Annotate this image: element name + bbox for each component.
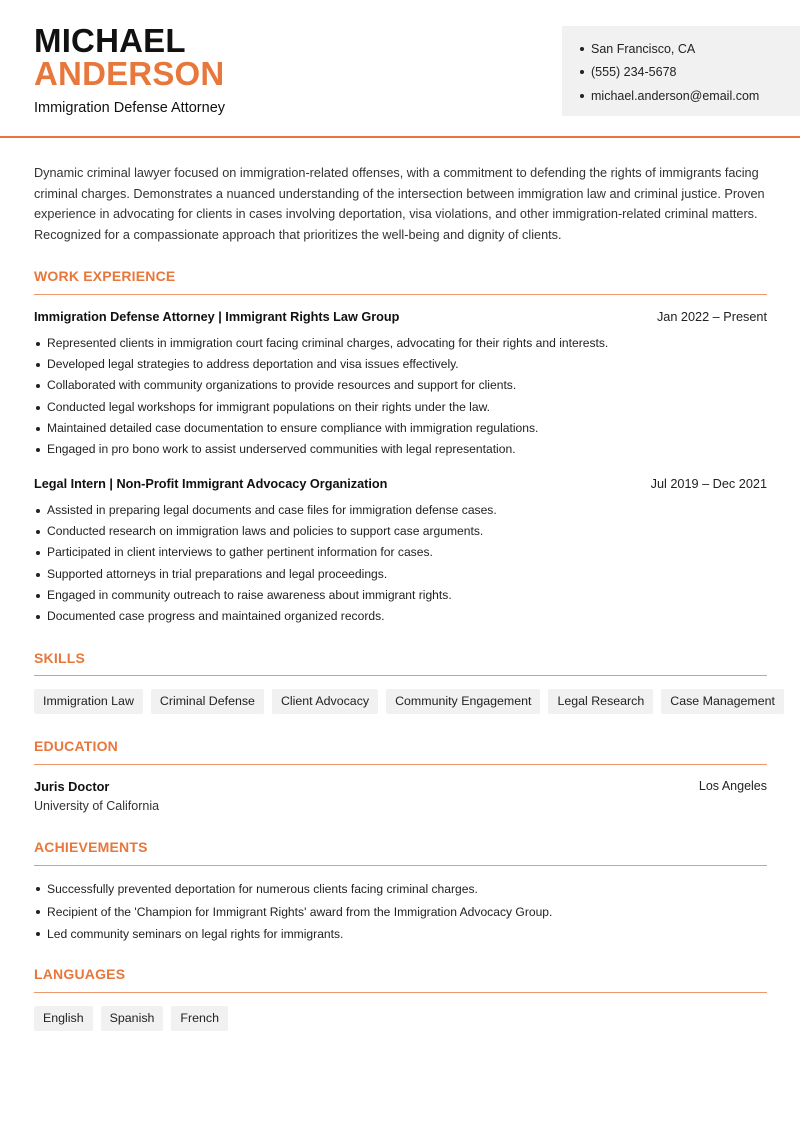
section-divider xyxy=(34,865,767,866)
list-item: Engaged in community outreach to raise awareness about immigrant rights. xyxy=(34,585,767,606)
skill-tag: Client Advocacy xyxy=(272,689,378,714)
skill-tag: Case Management xyxy=(661,689,784,714)
list-item: Represented clients in immigration court facing criminal charges, advocating for their rights and interests. xyxy=(34,333,767,354)
degree: Juris Doctor xyxy=(34,779,110,794)
skills-heading: SKILLS xyxy=(34,650,85,666)
list-item: Collaborated with community organizations to provide resources and support for clients. xyxy=(34,375,767,396)
first-name: MICHAEL xyxy=(34,22,186,59)
job-dates: Jul 2019 – Dec 2021 xyxy=(650,477,767,491)
job-title: Immigration Defense Attorney xyxy=(34,100,226,116)
list-item: Developed legal strategies to address deportation and visa issues effectively. xyxy=(34,354,767,375)
contact-box xyxy=(562,26,800,116)
job-bullets xyxy=(34,333,767,460)
achievements-heading: ACHIEVEMENTS xyxy=(34,839,148,855)
list-item: Participated in client interviews to gather pertinent information for cases. xyxy=(34,542,767,563)
list-item: Documented case progress and maintained organized records. xyxy=(34,606,767,627)
list-item: Assisted in preparing legal documents and case files for immigration defense cases. xyxy=(34,500,767,521)
language-tag: French xyxy=(171,1006,228,1031)
skill-tag: Community Engagement xyxy=(386,689,540,714)
list-item: Successfully prevented deportation for numerous clients facing criminal charges. xyxy=(34,878,767,901)
location-text: San Francisco, CA xyxy=(591,41,696,56)
list-item: Maintained detailed case documentation to ensure compliance with immigration regulations. xyxy=(34,418,767,439)
achievements-list xyxy=(34,878,767,946)
bullet-icon xyxy=(580,94,584,98)
phone-text: (555) 234-5678 xyxy=(591,65,677,80)
job-role: Immigration Defense Attorney | Immigrant Rights Law Group xyxy=(34,310,400,324)
language-tag: Spanish xyxy=(101,1006,164,1031)
last-name: ANDERSON xyxy=(34,55,225,92)
list-item: Conducted legal workshops for immigrant populations on their rights under the law. xyxy=(34,397,767,418)
skill-tag: Criminal Defense xyxy=(151,689,264,714)
contact-location xyxy=(580,37,800,61)
job-dates: Jan 2022 – Present xyxy=(656,310,767,324)
contact-email xyxy=(580,84,800,108)
skill-tag: Legal Research xyxy=(548,689,653,714)
job-bullets xyxy=(34,500,767,627)
school-name: University of California xyxy=(34,799,160,813)
section-divider xyxy=(34,764,767,765)
resume-header xyxy=(0,0,800,138)
list-item: Engaged in pro bono work to assist underserved communities with legal representation. xyxy=(34,439,767,460)
summary-paragraph: Dynamic criminal lawyer focused on immigration-related offenses, with a commitment to defending the rights of immigrants facing criminal charges. Demonstrates a nuanced understanding of the intersection between immigration law and criminal justice. Proven experience in advocating for clients in cases involving deportation, visa violations, and other immigration-related criminal matters. Recognized for a compassionate approach that prioritizes the well-being and dignity of clients. xyxy=(34,166,765,242)
bullet-icon xyxy=(580,70,584,74)
language-tag: English xyxy=(34,1006,93,1031)
job-role: Legal Intern | Non-Profit Immigrant Advocacy Organization xyxy=(34,477,388,491)
list-item: Conducted research on immigration laws and policies to support case arguments. xyxy=(34,521,767,542)
languages-heading: LANGUAGES xyxy=(34,966,126,982)
language-tags xyxy=(34,1006,228,1031)
bullet-icon xyxy=(580,47,584,51)
skills-tags xyxy=(34,689,784,714)
work-experience-heading: WORK EXPERIENCE xyxy=(34,268,176,284)
education-heading: EDUCATION xyxy=(34,738,118,754)
job-header xyxy=(34,477,767,491)
section-divider xyxy=(34,992,767,993)
contact-phone xyxy=(580,61,800,85)
list-item: Recipient of the 'Champion for Immigrant Rights' award from the Immigration Advocacy Group. xyxy=(34,901,767,924)
skill-tag: Immigration Law xyxy=(34,689,143,714)
section-divider xyxy=(34,675,767,676)
education-location: Los Angeles xyxy=(698,779,767,793)
job-header xyxy=(34,310,767,324)
list-item: Supported attorneys in trial preparations and legal proceedings. xyxy=(34,564,767,585)
section-divider xyxy=(34,294,767,295)
list-item: Led community seminars on legal rights for immigrants. xyxy=(34,923,767,946)
email-text: michael.anderson@email.com xyxy=(591,88,760,103)
